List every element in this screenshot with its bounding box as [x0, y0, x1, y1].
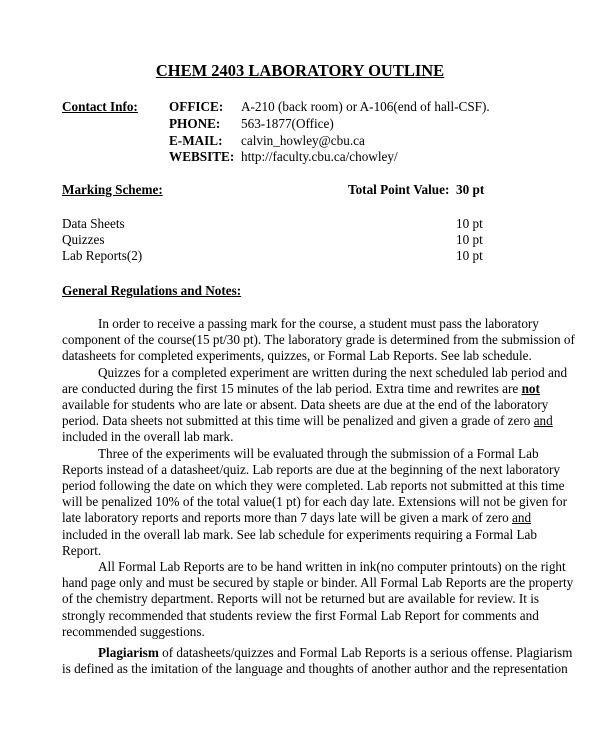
marking-item-points: 10 pt — [456, 232, 483, 247]
paragraph-line: recommended suggestions. — [62, 623, 205, 639]
paragraph-line — [62, 381, 542, 397]
website-value: http://faculty.cbu.ca/chowley/ — [241, 149, 398, 164]
paragraph-line: hand page only and must be secured by staple or binder. All Formal Lab Reports are the property — [62, 575, 574, 591]
emphasis-and: and — [512, 510, 532, 526]
marking-heading: Marking Scheme: — [62, 182, 163, 197]
paragraph-text: are conducted during the first 15 minutes of the lab period. Extra time and rewrites are — [62, 380, 522, 396]
paragraph-line: included in the overall lab mark. See lab schedule for experiments requiring a Formal Lab — [62, 526, 537, 542]
paragraph-line: component of the course(15 pt/30 pt). The laboratory grade is determined from the submission of — [62, 332, 575, 348]
paragraph-line: of the chemistry department. Reports will not be returned but are available for review. It is — [62, 591, 540, 607]
paragraph-text: late laboratory reports and reports more than 7 days late will be given a mark of zero — [62, 510, 513, 526]
contact-heading: Contact Info: — [62, 99, 138, 114]
paragraph-line: Report. — [62, 542, 102, 558]
paragraph-text: of datasheets/quizzes and Formal Lab Reports is a serious offense. Plagiarism — [158, 645, 573, 660]
paragraph-passing-mark — [62, 316, 575, 365]
paragraph-line — [62, 645, 573, 661]
paragraph-line: All Formal Lab Reports are to be hand written in ink(no computer printouts) on the right — [98, 559, 566, 574]
website-label: WEBSITE: — [169, 149, 235, 164]
paragraph-line: datasheets for completed experiments, quizzes, or Formal Lab Reports. See lab schedule. — [62, 348, 532, 364]
paragraph-plagiarism — [62, 645, 573, 677]
regulations-heading: General Regulations and Notes: — [62, 283, 242, 298]
paragraph-line: period following the date on which they were completed. Lab reports not submitted at this time — [62, 478, 565, 493]
paragraph-line: is defined as the imitation of the language and thoughts of another author and the representation — [62, 661, 568, 677]
paragraph-handwritten — [62, 559, 574, 640]
total-point-label: Total Point Value: — [348, 182, 450, 197]
paragraph-line: Quizzes for a completed experiment are written during the next scheduled lab period and — [98, 364, 568, 380]
page-title: CHEM 2403 LABORATORY OUTLINE — [155, 61, 445, 80]
paragraph-quizzes — [62, 364, 568, 446]
phone-label: PHONE: — [169, 116, 221, 131]
marking-item-points: 10 pt — [456, 216, 483, 231]
paragraph-line: included in the overall lab mark. — [62, 429, 234, 445]
marking-item-name: Lab Reports(2) — [62, 248, 143, 263]
paragraph-line: Reports instead of a datasheet/quiz. Lab reports are due at the beginning of the next laboratory — [62, 461, 561, 477]
paragraph-line: Three of the experiments will be evaluated through the submission of a Formal Lab — [98, 445, 539, 461]
paragraph-line: In order to receive a passing mark for the course, a student must pass the laboratory — [98, 316, 539, 331]
paragraph-line — [62, 510, 542, 526]
paragraph-line: strongly recommended that students review the first Formal Lab Report for comments and — [62, 607, 539, 623]
total-point-value: 30 pt — [456, 182, 485, 197]
paragraph-line — [62, 413, 553, 429]
office-label: OFFICE: — [169, 99, 224, 114]
phone-value: 563-1877(Office) — [241, 116, 334, 131]
paragraph-formal-reports — [62, 445, 567, 559]
emphasis-plagiarism: Plagiarism — [98, 645, 159, 660]
marking-item-name: Quizzes — [62, 232, 105, 247]
paragraph-text: period. Data sheets not submitted at this time will be penalized and given a grade of zero — [62, 413, 534, 429]
emphasis-not: not — [521, 380, 540, 396]
marking-item-name: Data Sheets — [62, 216, 125, 231]
email-label: E-MAIL: — [169, 133, 223, 148]
office-value: A-210 (back room) or A-106(end of hall-CSF). — [241, 99, 490, 114]
marking-item-points: 10 pt — [456, 248, 483, 263]
paragraph-line: will be penalized 10% of the total value(1 pt) for each day late. Extensions will not be given for — [62, 494, 567, 510]
email-value: calvin_howley@cbu.ca — [241, 133, 365, 148]
emphasis-and: and — [533, 413, 553, 429]
paragraph-line: available for students who are late or absent. Data sheets are due at the end of the laboratory — [62, 397, 549, 412]
